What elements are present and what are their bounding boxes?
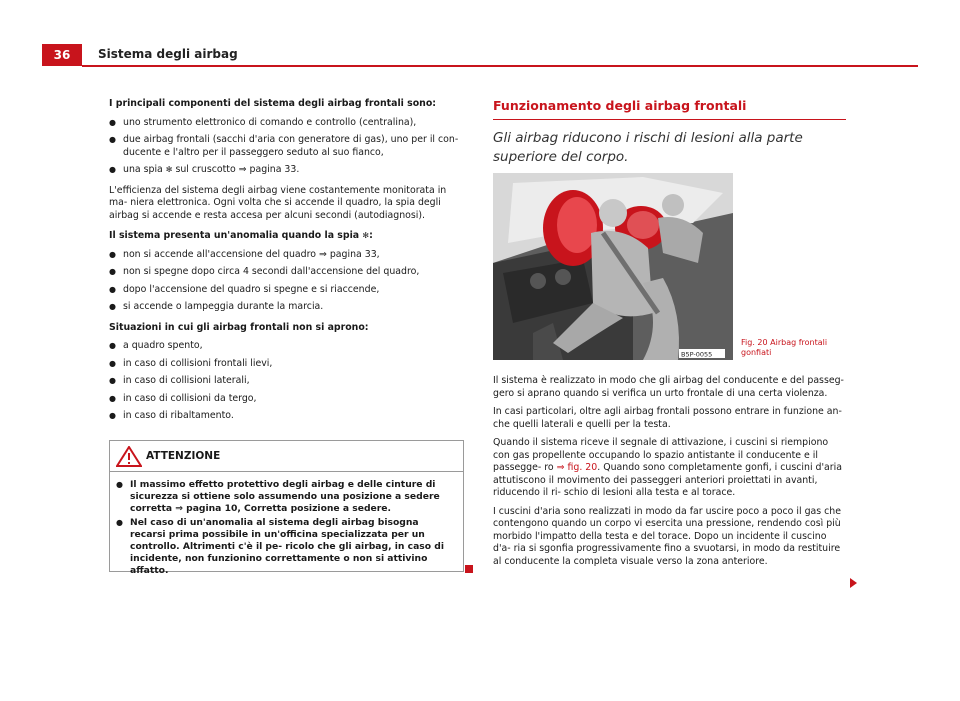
airbag-illustration — [493, 173, 733, 360]
bullet-icon: ● — [109, 165, 116, 174]
bullet-icon: ● — [116, 480, 123, 489]
section-title: Sistema degli airbag — [98, 47, 238, 61]
figure-link[interactable]: ⇒ fig. 20 — [556, 462, 598, 473]
bullet-icon: ● — [109, 411, 116, 420]
bullet-icon: ● — [109, 249, 116, 259]
paragraph: In casi particolari, oltre agli airbag frontali possono entrare in funzione an- che quelli laterali e quelli per la testa. — [493, 406, 842, 430]
page-number: 36 — [42, 44, 82, 66]
list-item: ● uno strumento elettronico di comando e controllo (centralina), — [109, 116, 417, 128]
body-text — [493, 375, 846, 574]
airbag-warning-light-icon: ✻ — [362, 231, 370, 240]
list-item: ● Il massimo effetto protettivo degli airbag e delle cinture di sicurezza si ottiene solo assumendo una posizione a sedere corretta ⇒ pagina 10, Corretta posizione a sedere. — [116, 479, 440, 514]
warning-body — [110, 472, 463, 576]
warning-triangle-icon — [116, 446, 142, 467]
warning-header — [110, 441, 463, 472]
list-item: ● dopo l'accensione del quadro si spegne e si riaccende, — [109, 283, 380, 295]
bullet-icon: ● — [109, 393, 116, 403]
paragraph: Il sistema è realizzato in modo che gli airbag del conducente e del passeg- gero si aprano quando si verifica un urto frontale di una certa violenza. — [493, 375, 844, 399]
airbag-warning-light-icon: ✻ — [165, 165, 173, 174]
section-subtitle: Gli airbag riducono i rischi di lesioni alla parte superiore del corpo. — [493, 130, 803, 165]
list-item: ● a quadro spento, — [109, 340, 203, 351]
bullet-icon: ● — [109, 341, 116, 350]
list-item: ● in caso di ribaltamento. — [109, 410, 234, 421]
bullet-icon: ● — [109, 117, 116, 127]
list-item: ● in caso di collisioni frontali lievi, — [109, 357, 273, 369]
list-item: ● in caso di collisioni laterali, — [109, 375, 250, 386]
paragraph: Quando il sistema riceve il segnale di attivazione, i cuscini si riempiono con gas propellente occupando lo spazio antistante il conducente e il passegge- ro ⇒ fig. 20. Quando sono completamente gonfi, i cuscini d'aria attutiscono il movimento dei passeggeri anteriori proiettati in avanti, riducendo il ri- schio di lesioni alla testa e al torace. — [493, 437, 843, 498]
continue-arrow-icon — [850, 578, 857, 588]
warning-box — [109, 440, 464, 576]
heading-rule — [493, 119, 846, 120]
paragraph: I cuscini d'aria sono realizzati in modo da far uscire poco a poco il gas che contengono quando un corpo vi esercita una pressione, rendendo così più morbido l'impatto della testa e del torace. Dopo un incidente il cuscino d'a- ria si sgonfia progressivamente fino a svuotarsi, in modo da restituire al conducente la completa visuale verso la zona anteriore. — [493, 505, 842, 567]
components-heading: I principali componenti del sistema degli airbag frontali sono: — [109, 98, 437, 109]
left-column — [109, 98, 463, 423]
list-item: ● Nel caso di un'anomalia al sistema degli airbag bisogna recarsi prima possibile in un'officina specializzata per un controllo. Altrimenti c'è il pe- ricolo che gli airbag, in caso di incidente, non funzionino correttamente o non si attivino affatto. — [116, 517, 445, 576]
no-deploy-heading: Situazioni in cui gli airbag frontali non si aprono: — [109, 321, 369, 333]
list-item: ● una spia ✻ sul cruscotto ⇒ pagina 33. — [109, 164, 300, 175]
bullet-icon: ● — [109, 284, 116, 294]
airbag-figure — [493, 173, 733, 360]
figure-code: B5P-0055 — [681, 350, 713, 359]
bullet-icon: ● — [109, 267, 116, 276]
section-heading: Funzionamento degli airbag frontali — [493, 98, 747, 113]
page-header — [42, 44, 918, 68]
figure-caption: Fig. 20 Airbag frontali gonfiati — [741, 338, 828, 357]
list-item: ● in caso di collisioni da tergo, — [109, 392, 257, 404]
list-item: ● si accende o lampeggia durante la marcia. — [109, 301, 324, 312]
header-rule — [82, 65, 918, 67]
bullet-icon: ● — [116, 518, 123, 528]
bullet-icon: ● — [109, 358, 116, 368]
list-item: ● non si accende all'accensione del quadro ⇒ pagina 33, — [109, 248, 380, 260]
bullet-icon: ● — [109, 376, 116, 385]
section-end-marker — [465, 565, 473, 573]
efficiency-text: L'efficienza del sistema degli airbag viene costantemente monitorata in ma- niera elettronica. Ogni volta che si accende il quadro, la spia degli airbag si accende e resta accesa per alcuni secondi (autodiagnosi). — [109, 184, 447, 221]
anomaly-heading: Il sistema presenta un'anomalia quando la spia ✻: — [109, 230, 373, 241]
bullet-icon: ● — [109, 135, 116, 144]
right-column — [493, 98, 846, 567]
list-item: ● due airbag frontali (sacchi d'aria con generatore di gas), uno per il con- ducente e l'altro per il passeggero seduto al suo fianco, — [109, 134, 459, 158]
list-item: ● non si spegne dopo circa 4 secondi dall'accensione del quadro, — [109, 266, 420, 277]
warning-title: ATTENZIONE — [146, 450, 221, 462]
bullet-icon: ● — [109, 302, 116, 311]
